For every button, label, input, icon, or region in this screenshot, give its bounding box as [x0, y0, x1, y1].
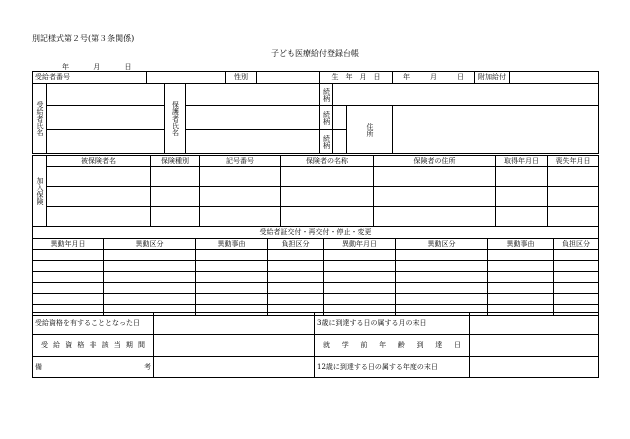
guardian-name-field-2[interactable] — [186, 106, 320, 130]
change-cell[interactable] — [104, 261, 196, 272]
recipient-name-label: 受給者氏名 — [33, 84, 47, 154]
change-cell[interactable] — [324, 283, 396, 294]
insurance-header-type: 保険種別 — [151, 156, 200, 167]
insurance-cell[interactable] — [548, 167, 599, 187]
recipient-number-label: 受給者番号 — [33, 72, 147, 84]
change-cell[interactable] — [396, 283, 488, 294]
insurance-cell[interactable] — [200, 187, 281, 207]
insurance-header-insurer-name: 保険者の名称 — [281, 156, 374, 167]
insurance-label: 加入保険 — [33, 156, 47, 227]
change-header-reason-1: 異動事由 — [196, 239, 268, 250]
change-history-table — [32, 226, 599, 316]
gender-field[interactable] — [257, 72, 320, 84]
change-cell[interactable] — [196, 294, 268, 305]
remarks-field[interactable] — [154, 357, 315, 378]
change-cell[interactable] — [268, 272, 324, 283]
change-cell[interactable] — [268, 250, 324, 261]
change-header-burden-1: 負担区分 — [268, 239, 324, 250]
insurance-cell[interactable] — [281, 207, 374, 227]
change-cell[interactable] — [488, 250, 554, 261]
change-cell[interactable] — [396, 250, 488, 261]
change-row — [33, 261, 599, 272]
school-age-field[interactable] — [470, 335, 599, 357]
remarks-label — [33, 357, 154, 378]
recipient-name-field-2[interactable] — [47, 106, 165, 130]
insurance-cell[interactable] — [151, 207, 200, 227]
age3-end-label: 3歳に到達する日の属する月の末日 — [315, 313, 470, 335]
relation-field-3[interactable] — [333, 130, 347, 154]
change-cell[interactable] — [268, 283, 324, 294]
address-label: 住所 — [347, 106, 393, 154]
change-cell[interactable] — [324, 250, 396, 261]
guardian-name-field-1[interactable] — [186, 84, 320, 106]
address-field[interactable] — [393, 106, 599, 154]
guardian-name-label: 保護者氏名 — [165, 84, 186, 154]
change-header-category-2: 異動区分 — [396, 239, 488, 250]
relation-field-1[interactable] — [333, 84, 599, 106]
insurance-cell[interactable] — [281, 167, 374, 187]
date-year-label: 年 — [62, 63, 69, 71]
insurance-header-insured: 被保険者名 — [47, 156, 151, 167]
ineligible-period-field[interactable] — [154, 335, 315, 357]
change-cell[interactable] — [488, 294, 554, 305]
change-cell[interactable] — [554, 294, 599, 305]
insurance-cell[interactable] — [151, 187, 200, 207]
change-row — [33, 294, 599, 305]
date-month-label: 月 — [93, 63, 101, 71]
relation-label-1: 続柄 — [320, 84, 333, 106]
relation-label-3: 続柄 — [320, 130, 333, 154]
insurance-header-lost: 喪失年月日 — [548, 156, 599, 167]
change-cell[interactable] — [196, 283, 268, 294]
insurance-row — [33, 187, 599, 207]
change-cell[interactable] — [488, 283, 554, 294]
age12-end-label: 12歳に到達する日の属する年度の末日 — [315, 357, 470, 378]
change-header-burden-2: 負担区分 — [554, 239, 599, 250]
insurance-cell[interactable] — [200, 207, 281, 227]
insurance-row — [33, 207, 599, 227]
change-cell[interactable] — [33, 261, 104, 272]
change-cell[interactable] — [104, 250, 196, 261]
change-cell[interactable] — [104, 294, 196, 305]
insurance-header-acquired: 取得年月日 — [496, 156, 548, 167]
change-cell[interactable] — [104, 283, 196, 294]
date-day-label: 日 — [124, 63, 132, 71]
change-header-date-2: 異動年月日 — [324, 239, 396, 250]
insurance-cell[interactable] — [47, 187, 151, 207]
remarks-char-1: 備 — [35, 362, 42, 371]
insurance-cell[interactable] — [151, 167, 200, 187]
birth-day-label: 日 — [457, 73, 465, 81]
insurance-cell[interactable] — [496, 207, 548, 227]
document-title: 子ども医療給付登録台帳 — [271, 49, 359, 58]
change-section-title: 受給者証交付・再交付・停止・変更 — [33, 227, 599, 239]
change-cell[interactable] — [324, 272, 396, 283]
relation-field-2[interactable] — [333, 106, 347, 130]
insurance-cell[interactable] — [496, 187, 548, 207]
additional-benefit-field[interactable] — [510, 72, 599, 84]
change-row — [33, 283, 599, 294]
age12-end-field[interactable] — [470, 357, 599, 378]
change-cell[interactable] — [324, 261, 396, 272]
change-cell[interactable] — [488, 261, 554, 272]
change-cell[interactable] — [196, 261, 268, 272]
insurance-cell[interactable] — [374, 167, 496, 187]
birth-year-label: 年 — [403, 73, 410, 81]
insurance-cell[interactable] — [548, 187, 599, 207]
change-cell[interactable] — [396, 272, 488, 283]
change-cell[interactable] — [554, 250, 599, 261]
change-cell[interactable] — [396, 261, 488, 272]
change-cell[interactable] — [554, 261, 599, 272]
change-cell[interactable] — [33, 283, 104, 294]
ineligible-period-label: 受給資格非該当期間 — [33, 335, 154, 357]
recipient-info-table — [32, 71, 599, 154]
insurance-row — [33, 167, 599, 187]
change-header-date-1: 異動年月日 — [33, 239, 104, 250]
change-cell[interactable] — [488, 272, 554, 283]
insurance-header-number: 記号番号 — [200, 156, 281, 167]
form-reference: 別記様式第２号(第３条関係) — [32, 34, 135, 43]
change-header-reason-2: 異動事由 — [488, 239, 554, 250]
relation-label-2: 続柄 — [320, 106, 333, 130]
guardian-name-field-3[interactable] — [186, 130, 320, 154]
change-cell[interactable] — [324, 294, 396, 305]
change-cell[interactable] — [268, 294, 324, 305]
birthdate-field[interactable] — [393, 72, 475, 84]
change-cell[interactable] — [33, 272, 104, 283]
insurance-cell[interactable] — [548, 207, 599, 227]
change-cell[interactable] — [554, 272, 599, 283]
insurance-cell[interactable] — [47, 207, 151, 227]
eligible-date-label: 受給資格を有することとなった日 — [33, 313, 154, 335]
change-cell[interactable] — [396, 294, 488, 305]
birth-month-label: 月 — [430, 73, 438, 81]
additional-benefit-label: 附加給付 — [475, 72, 510, 84]
insurance-cell[interactable] — [281, 187, 374, 207]
insurance-table — [32, 155, 599, 227]
change-cell[interactable] — [33, 294, 104, 305]
insurance-cell[interactable] — [496, 167, 548, 187]
recipient-name-field-3[interactable] — [47, 130, 165, 154]
insurance-cell[interactable] — [374, 187, 496, 207]
insurance-header-insurer-address: 保険者の住所 — [374, 156, 496, 167]
insurance-cell[interactable] — [47, 167, 151, 187]
change-cell[interactable] — [196, 250, 268, 261]
remarks-char-2: 考 — [144, 362, 151, 371]
birthdate-label: 生 年 月 日 — [320, 72, 393, 84]
change-cell[interactable] — [554, 283, 599, 294]
school-age-label: 就学前年齢到達日 — [315, 335, 470, 357]
change-header-category-1: 異動区分 — [104, 239, 196, 250]
change-row — [33, 272, 599, 283]
recipient-name-field-1[interactable] — [47, 84, 165, 106]
eligible-date-field[interactable] — [154, 313, 315, 335]
eligibility-table — [32, 312, 599, 378]
change-cell[interactable] — [104, 272, 196, 283]
change-cell[interactable] — [33, 250, 104, 261]
age3-end-field[interactable] — [470, 313, 599, 335]
insurance-cell[interactable] — [200, 167, 281, 187]
change-cell[interactable] — [268, 261, 324, 272]
insurance-cell[interactable] — [374, 207, 496, 227]
change-row — [33, 250, 599, 261]
gender-label: 性別 — [226, 72, 257, 84]
recipient-number-field[interactable] — [147, 72, 226, 84]
change-cell[interactable] — [196, 272, 268, 283]
